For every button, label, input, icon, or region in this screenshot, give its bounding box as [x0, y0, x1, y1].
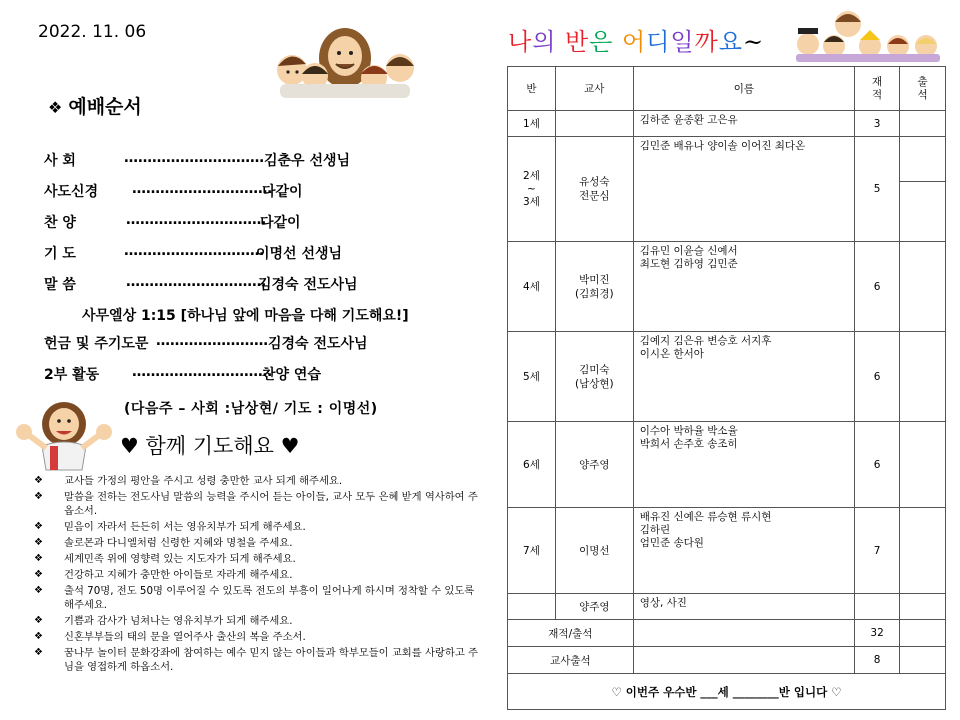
title-char — [556, 28, 565, 56]
order-dots: ………………………… — [132, 364, 272, 380]
total-label: 재적/출석 — [508, 620, 634, 647]
prayer-item — [34, 520, 484, 534]
cell-teacher: 양주영 — [555, 594, 633, 620]
header-names: 이름 — [633, 67, 854, 111]
diamond-bullet-icon: ❖ — [34, 521, 43, 532]
prayer-item — [34, 474, 484, 488]
order-role: 헌금 및 주기도문 — [44, 336, 149, 352]
diamond-bullet-icon: ❖ — [34, 491, 43, 502]
prayer-item — [34, 490, 484, 518]
order-person: 다같이 — [260, 215, 301, 231]
order-role: 사 회 — [44, 153, 76, 169]
cell-enrolled: 6 — [855, 422, 900, 508]
order-dots: ………………………… — [124, 150, 264, 166]
diamond-bullet-icon: ❖ — [34, 615, 43, 626]
cell-names: 김하준 윤종환 고은유 — [633, 111, 854, 137]
order-item — [44, 212, 464, 243]
prayer-item — [34, 614, 484, 628]
cell-teacher — [555, 111, 633, 137]
header-teacher: 교사 — [555, 67, 633, 111]
diamond-bullet-icon: ❖ — [34, 553, 43, 564]
cell-teacher: 유성숙 전문심 — [555, 137, 633, 242]
jesus-cartoon-illustration — [12, 398, 116, 472]
cell-enrolled: 6 — [855, 332, 900, 422]
order-person: 김경숙 전도사님 — [268, 336, 368, 352]
prayer-list — [34, 474, 484, 676]
diamond-bullet-icon: ❖ — [34, 631, 43, 642]
cell-attend — [900, 332, 946, 422]
diamond-bullet-icon: ❖ — [34, 585, 43, 596]
title-char — [613, 28, 622, 56]
cell-class: 1세 — [508, 111, 556, 137]
teacher-attendance-empty — [633, 647, 854, 674]
prayer-item — [34, 584, 484, 612]
cell-names: 김민준 배유나 양이솔 이어진 최다온 — [633, 137, 854, 242]
cell-teacher: 박미진 (김희경) — [555, 242, 633, 332]
title-char: 까 — [694, 28, 719, 56]
cell-attend — [900, 182, 946, 242]
order-person: 김경숙 전도사님 — [258, 277, 358, 293]
order-dots: ………………………… — [126, 212, 266, 228]
cell-attend — [900, 508, 946, 594]
prayer-item — [34, 630, 484, 644]
prayer-text: 꿈나무 놀이터 문화강좌에 참여하는 예수 믿지 않는 아이들과 학부모들이 교회를 사랑하고 주님을 영접하게 하옵소서. — [64, 647, 478, 673]
teacher-attendance-attend — [900, 647, 946, 674]
prayer-text: 믿음이 자라서 든든히 서는 영유치부가 되게 해주세요. — [64, 521, 306, 533]
diamond-bullet-icon: ❖ — [34, 537, 43, 548]
cell-attend — [900, 137, 946, 182]
table-row — [508, 242, 946, 332]
order-item — [44, 181, 464, 212]
cell-names: 영상, 사진 — [633, 594, 854, 620]
bulletin-date: 2022. 11. 06 — [38, 22, 147, 42]
title-char: 나 — [508, 28, 533, 56]
cell-class: 2세 ~ 3세 — [508, 137, 556, 242]
order-role: 찬 양 — [44, 215, 76, 231]
cell-names: 김예지 김은유 변승호 서지후 이시온 한서아 — [633, 332, 854, 422]
title-char: ~ — [742, 28, 765, 56]
prayer-item — [34, 552, 484, 566]
order-dots: ………………………… — [124, 243, 264, 259]
total-attend — [900, 620, 946, 647]
title-char: 어 — [622, 28, 647, 56]
prayer-text: 말씀을 전하는 전도사님 말씀의 능력을 주시어 듣는 아이들, 교사 모두 은혜 받게 역사하여 주옵소서. — [64, 491, 478, 517]
table-row — [508, 508, 946, 594]
title-char: 은 — [589, 28, 614, 56]
cell-enrolled: 5 — [855, 137, 900, 242]
class-section-title — [508, 22, 764, 57]
header-enrolled: 재 적 — [855, 67, 900, 111]
cell-attend — [900, 111, 946, 137]
header-attend: 출 석 — [900, 67, 946, 111]
order-item — [44, 364, 464, 395]
title-char: 일 — [670, 28, 695, 56]
worship-order-title — [48, 92, 142, 119]
table-header-row — [508, 67, 946, 111]
cell-attend — [900, 422, 946, 508]
order-role: 기 도 — [44, 246, 76, 262]
order-item — [44, 150, 464, 181]
cell-teacher: 이명선 — [555, 508, 633, 594]
prayer-title: ♥ 함께 기도해요 ♥ — [120, 434, 300, 458]
prayer-text: 신혼부부들의 태의 문을 열어주사 출산의 복을 주소서. — [64, 631, 306, 643]
order-person: 찬양 연습 — [262, 367, 321, 383]
next-week-note: (다음주 – 사회 :남상현/ 기도 : 이명선) — [124, 401, 378, 417]
table-row — [508, 594, 946, 620]
title-char: 의 — [532, 28, 557, 56]
table-row — [508, 332, 946, 422]
title-char: 디 — [646, 28, 671, 56]
diamond-bullet-icon: ❖ — [34, 569, 43, 580]
cell-teacher: 양주영 — [555, 422, 633, 508]
cell-enrolled: 3 — [855, 111, 900, 137]
order-dots: …………………… — [156, 333, 268, 349]
order-item — [44, 333, 464, 364]
order-role: 말 씀 — [44, 277, 76, 293]
children-group-illustration — [786, 6, 946, 64]
order-person: 다같이 — [262, 184, 303, 200]
cell-teacher: 김미숙 (남상현) — [555, 332, 633, 422]
table-row — [508, 111, 946, 137]
cell-attend — [900, 242, 946, 332]
cell-names: 배유진 신예은 류승현 류시현 김하린 엄민준 송다원 — [633, 508, 854, 594]
cell-names: 이수아 박하율 박소율 박희서 손주호 송조히 — [633, 422, 854, 508]
prayer-text: 건강하고 지혜가 충만한 아이들로 자라게 해주세요. — [64, 569, 293, 581]
scripture-reference: 사무엘상 1:15 [하나님 앞에 마음을 다해 기도해요!] — [82, 308, 409, 324]
prayer-item — [34, 646, 484, 674]
order-item — [44, 274, 464, 305]
total-empty — [633, 620, 854, 647]
cell-enrolled: 6 — [855, 242, 900, 332]
cell-enrolled: 7 — [855, 508, 900, 594]
footer-row — [508, 674, 946, 710]
jesus-children-illustration — [270, 20, 420, 100]
prayer-text: 세계민족 위에 영향력 있는 지도자가 되게 해주세요. — [64, 553, 296, 565]
cell-attend — [900, 594, 946, 620]
best-class-footer: ♡ 이번주 우수반 ___세 ________반 입니다 ♡ — [508, 674, 946, 710]
total-row — [508, 620, 946, 647]
prayer-item — [34, 568, 484, 582]
total-value: 32 — [855, 620, 900, 647]
order-role: 사도신경 — [44, 184, 99, 200]
cell-enrolled — [855, 594, 900, 620]
prayer-text: 기쁨과 감사가 넘쳐나는 영유치부가 되게 해주세요. — [64, 615, 293, 627]
order-person: 이명선 선생님 — [256, 246, 343, 262]
worship-order-title-text: 예배순서 — [68, 96, 142, 118]
teacher-attendance-row — [508, 647, 946, 674]
diamond-bullet-icon: ❖ — [34, 647, 43, 658]
order-item — [44, 243, 464, 274]
cell-class — [508, 594, 556, 620]
class-table — [507, 66, 946, 710]
prayer-text: 솔로몬과 다니엘처럼 신령한 지혜와 명철을 주세요. — [64, 537, 293, 549]
table-row — [508, 422, 946, 508]
worship-order-list — [44, 150, 464, 395]
diamond-bullet-icon: ❖ — [34, 475, 43, 486]
diamond-bullet-icon: ❖ — [48, 98, 63, 117]
order-role: 2부 활동 — [44, 367, 100, 383]
header-class: 반 — [508, 67, 556, 111]
order-person: 김춘우 선생님 — [264, 153, 351, 169]
cell-names: 김유민 이윤슬 신예서 최도현 김하영 김민준 — [633, 242, 854, 332]
cell-class: 6세 — [508, 422, 556, 508]
prayer-text: 교사들 가정의 평안을 주시고 성령 충만한 교사 되게 해주세요. — [64, 475, 343, 487]
cell-class: 5세 — [508, 332, 556, 422]
prayer-item — [34, 536, 484, 550]
table-row — [508, 137, 946, 182]
order-dots: ………………………… — [132, 181, 272, 197]
title-char: 반 — [565, 28, 590, 56]
cell-class: 7세 — [508, 508, 556, 594]
order-dots: ………………………… — [126, 274, 266, 290]
teacher-attendance-value: 8 — [855, 647, 900, 674]
prayer-text: 출석 70명, 전도 50명 이루어질 수 있도록 전도의 부흥이 일어나게 하시며 정착할 수 있도록 해주세요. — [64, 585, 475, 611]
title-char: 요 — [718, 28, 743, 56]
teacher-attendance-label: 교사출석 — [508, 647, 634, 674]
cell-class: 4세 — [508, 242, 556, 332]
